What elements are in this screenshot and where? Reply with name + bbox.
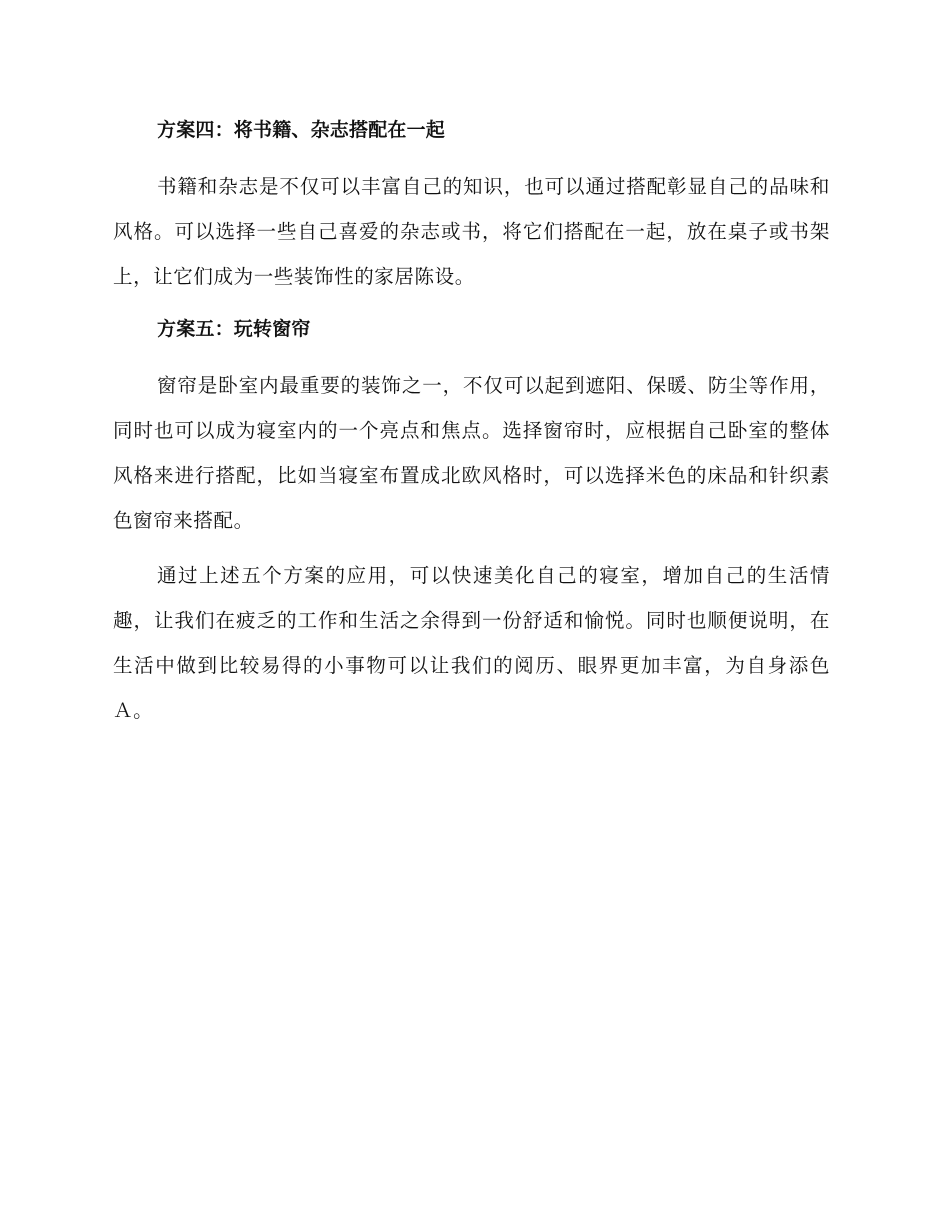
conclusion-paragraph: 通过上述五个方案的应用，可以快速美化自己的寝室，增加自己的生活情趣，让我们在疲乏的工作和生活之余得到一份舒适和愉悦。同时也顺便说明，在生活中做到比较易得的小事物可以让我们的阅历、眼界更加丰富，为自身添色Ａ。	[113, 564, 830, 722]
document-page	[113, 110, 830, 743]
section-heading-plan-five: 方案五：玩转窗帘	[157, 318, 311, 340]
section-heading-plan-four: 方案四：将书籍、杂志搭配在一起	[157, 119, 446, 141]
section-body-plan-five: 窗帘是卧室内最重要的装饰之一，不仅可以起到遮阳、保暖、防尘等作用，同时也可以成为寝室内的一个亮点和焦点。选择窗帘时，应根据自己卧室的整体风格来进行搭配，比如当寝室布置成北欧风格时，可以选择米色的床品和针织素色窗帘来搭配。	[113, 374, 830, 532]
section-body-plan-four: 书籍和杂志是不仅可以丰富自己的知识，也可以通过搭配彰显自己的品味和风格。可以选择一些自己喜爱的杂志或书，将它们搭配在一起，放在桌子或书架上，让它们成为一些装饰性的家居陈设。	[113, 175, 830, 288]
